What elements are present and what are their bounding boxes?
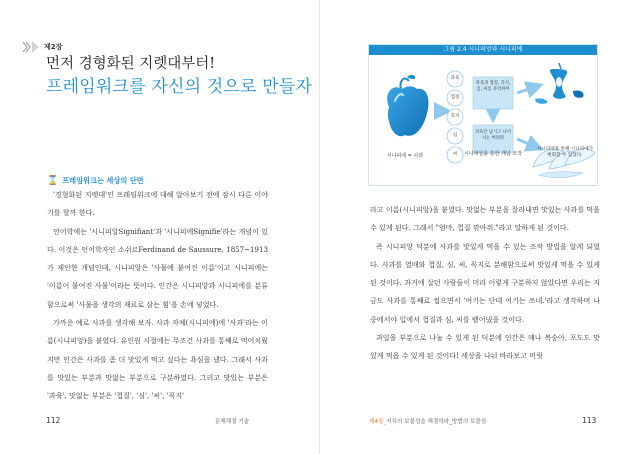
right-page bbox=[320, 0, 640, 454]
circle-label: 꼭지 bbox=[450, 114, 460, 119]
process-box-top-text: 과육과 껍질, 꼭지, 심, 씨를 분리하여 bbox=[475, 81, 511, 92]
subsection-heading bbox=[47, 176, 144, 186]
running-head-title: 지식의 보물섬을 해결하라_방법의 보물섬 bbox=[386, 419, 487, 425]
label-signifie: 시니피에 = 사과 bbox=[386, 153, 424, 159]
section-title-line1: 먼저 경형화된 지렛대부터! bbox=[46, 56, 216, 72]
chapter-label: 제2장 bbox=[44, 43, 63, 51]
figure bbox=[368, 44, 598, 186]
right-body-text bbox=[370, 201, 600, 366]
circle-label: 과육 bbox=[450, 76, 460, 81]
paragraph: 라고 이름(시니피앙)을 붙였다. 맛없는 부분을 잘라내면 맛있는 사과를 먹을 수 있게 된다. 그래서 "엄마, 껍질 깎아줘."라고 말하게 된 것이다. bbox=[370, 205, 600, 233]
chapter-ornament-icon bbox=[22, 40, 40, 54]
label-result: 시니피앙을 통해 시니피에가 변화할 수 있었다. bbox=[536, 147, 594, 158]
running-head-left: 문제해결 기술 bbox=[215, 419, 250, 425]
paragraph: '경형화된 지렛대'인 프레임워크에 대해 알아보기 전에 잠시 다른 이야기를 할까 한다. bbox=[47, 190, 268, 218]
paragraph: 과일을 부분으로 나눌 수 있게 된 덕분에 인간은 매나 복숭아, 포도도 맛있게 먹을 수 있게 된 것이다! 세상을 나눠 바라보고 머릿 bbox=[370, 333, 600, 361]
paragraph: 즉 시니피앙 덕분에 사과를 맛있게 먹을 수 있는 조작 방법을 알게 되었다. 사과를 열매와 껍질, 심, 씨, 꼭지로 분해함으로써 맛있게 먹을 수 있게 된 것이다. 과거에 살던 사람들이 미리 이렇게 구분하지 않았다면 우리는 지금도 사과를 통째로 씹으면서 '여기는 단데 여기는 쓰네.'라고 생각하며 나중에서야 입에서 껍질과 심, 씨를 뱉어냈을 것이다. bbox=[370, 241, 600, 324]
page-number-left: 112 bbox=[46, 416, 61, 425]
figure-diagram bbox=[369, 55, 599, 187]
hourglass-icon: ⌛ bbox=[47, 175, 59, 186]
circle-label: 껍질 bbox=[450, 95, 460, 100]
left-body-text bbox=[47, 186, 268, 406]
apple-core-icon bbox=[535, 63, 584, 104]
subsection-title: 프레임워크는 세상의 단면 bbox=[62, 176, 144, 185]
paragraph: 언어학에는 '시니피앙Signifiant'과 '시니피에Signifie'라는 개념이 있다. 이것은 언어학자인 소쉬르Ferdinand de Saussure, 1857~1913가 제안한 개념인데, 시니피앙은 '사물에 붙여진 이름'이고 시니피에는 '이름이 붙여진 사물'이라는 뜻이다. 인간은 시니피앙과 시니피에를 분류함으로써 '사물을 생각의 재료로 삼는 힘'을 손에 넣었다. bbox=[47, 226, 268, 309]
circle-label: 씨 bbox=[452, 152, 458, 157]
running-head-chapter: 제4장_ bbox=[369, 419, 387, 425]
apple-icon bbox=[387, 75, 428, 136]
page-number-right: 113 bbox=[582, 416, 597, 425]
figure-caption: 그림 2.4 시니피앙과 시니피에 bbox=[369, 45, 597, 55]
label-concept: 시니피앙을 통한 개념 조작 bbox=[464, 151, 522, 157]
paragraph: 가까운 예로 사과를 생각해 보자. 사과 자체(시니피에)에 '사과'라는 이름(시니피앙)을 붙였다. 유인원 시절에는 무조건 사과를 통째로 먹어치웠지만 인간은 사과를 좀 더 맛있게 먹고 싶다는 욕심을 냈다. 그래서 사과를 맛있는 부분과 맛없는 부분으로 구분하였다. 그리고 맛있는 부분은 '과육', 맛없는 부분은 '껍질', '심', '씨', '꼭지' bbox=[47, 318, 268, 401]
process-box-bottom-text: 과육만 남기고 나머지는 버려라 bbox=[475, 130, 511, 141]
running-head-right bbox=[369, 417, 486, 425]
circle-label: 심 bbox=[452, 133, 458, 138]
section-title-line2: 프레임워크를 자신의 것으로 만들자 bbox=[46, 77, 313, 97]
